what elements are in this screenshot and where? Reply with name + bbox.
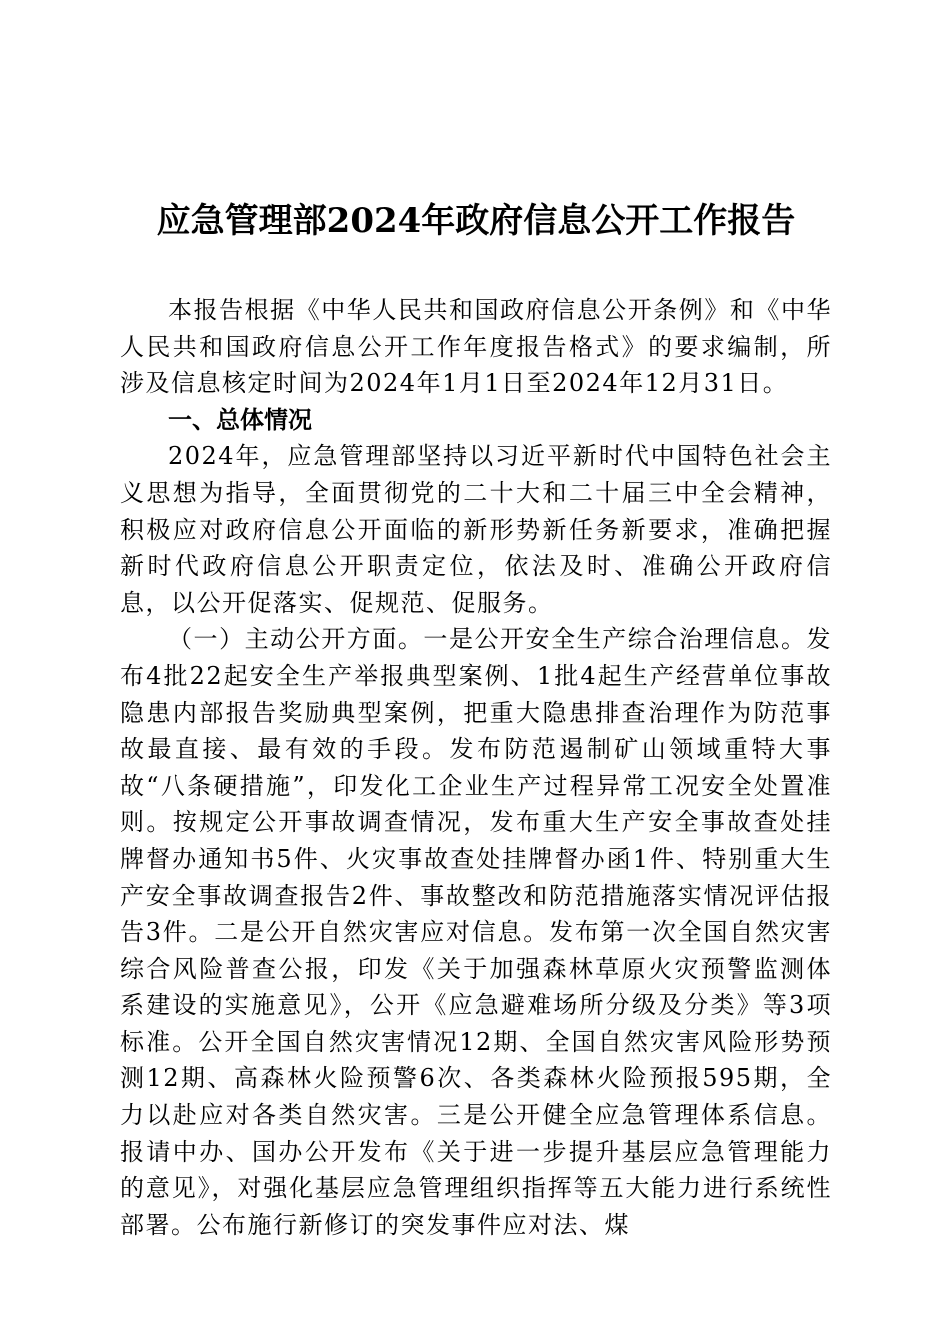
document-title: 应急管理部2024年政府信息公开工作报告 [156, 201, 796, 241]
overview-paragraph: 2024年，应急管理部坚持以习近平新时代中国特色社会主义思想为指导，全面贯彻党的二十大和二十届三中全会精神，积极应对政府信息公开面临的新形势新任务新要求，准确把握新时代政府信息公开职责定位，依法及时、准确公开政府信息，以公开促落实、促规范、促服务。 [120, 442, 832, 617]
proactive-disclosure-paragraph: （一）主动公开方面。一是公开安全生产综合治理信息。发布4批22起安全生产举报典型案例、1批4起生产经营单位事故隐患内部报告奖励典型案例，把重大隐患排查治理作为防范事故最直接、最有效的手段。发布防范遏制矿山领域重特大事故“八条硬措施”，印发化工企业生产过程异常工况安全处置准则。按规定公开事故调查情况，发布重大生产安全事故查处挂牌督办通知书5件、火灾事故查处挂牌督办函1件、特别重大生产安全事故调查报告2件、事故整改和防范措施落实情况评估报告3件。二是公开自然灾害应对信息。发布第一次全国自然灾害综合风险普查公报，印发《关于加强森林草原火灾预警监测体系建设的实施意见》，公开《应急避难场所分级及分类》等3项标准。公开全国自然灾害情况12期、全国自然灾害风险形势预测12期、高森林火险预警6次、各类森林火险预报595期，全力以赴应对各类自然灾害。三是公开健全应急管理体系信息。报请中办、国办公开发布《关于进一步提升基层应急管理能力的意见》，对强化基层应急管理组织指挥等五大能力进行系统性部署。公布施行新修订的突发事件应对法、煤 [120, 625, 832, 1239]
section-heading-overview: 一、总体情况 [168, 405, 312, 434]
document-body [120, 292, 832, 1243]
intro-paragraph: 本报告根据《中华人民共和国政府信息公开条例》和《中华人民共和国政府信息公开工作年度报告格式》的要求编制，所涉及信息核定时间为2024年1月1日至2024年12月31日。 [120, 296, 832, 398]
